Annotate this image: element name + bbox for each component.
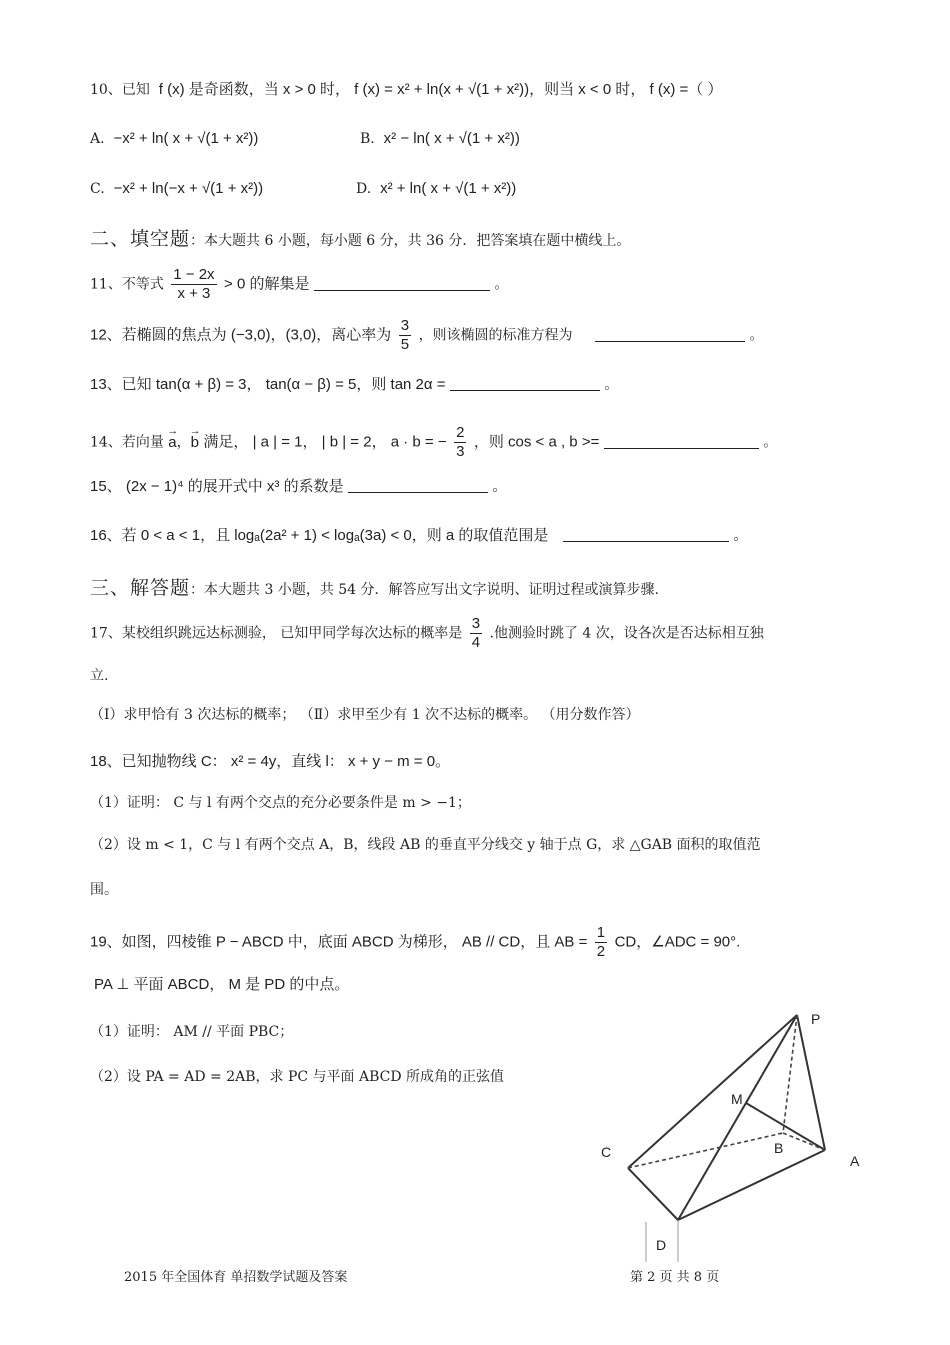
q10-opt-a-label: A. xyxy=(90,131,105,147)
q19-stem2: PA ⊥ 平面 ABCD， M 是 PD 的中点。 xyxy=(94,976,350,993)
edge-pa xyxy=(797,1015,825,1150)
q17-parts: （Ⅰ）求甲恰有 3 次达标的概率； （Ⅱ）求甲至少有 1 次不达标的概率。 （用分数作答） xyxy=(90,707,640,723)
segment-am xyxy=(746,1103,825,1150)
label-c: C xyxy=(601,1144,612,1160)
q12: 12、若椭圆的焦点为 (−3,0)，(3,0)，离心率为 $\frac{3}{5}$ ，则该椭圆的标准方程为 。 xyxy=(90,317,764,353)
label-m: M xyxy=(731,1091,743,1107)
section3-heading: 三、解答题 xyxy=(90,577,191,599)
q13: 13、已知 tan(α + β) = 3， tan(α − β) = 5，则 tan 2α = 。 xyxy=(90,376,619,393)
q10-opt-c-label: C. xyxy=(90,181,105,197)
label-b: B xyxy=(774,1140,784,1156)
q14-fraction: $\frac{2}{3}$ xyxy=(456,424,465,460)
q14: 14、若向量 → a，→ b 满足， | a | = 1， | b | = 2， a · b = − $\frac{2}{3}$ ，则 cos < a , b >= 。 xyxy=(90,424,777,461)
section3-desc: ：本大题共 3 小题，共 54 分．解答应写出文字说明、证明过程或演算步骤. xyxy=(190,582,659,598)
q10-opt-b: x² − ln( x + √(1 + x²)) xyxy=(383,130,520,147)
q18-part1: （1）证明： C 与 l 有两个交点的充分必要条件是 m > −1； xyxy=(90,795,471,811)
edge-ba xyxy=(783,1133,825,1150)
q18-part2: （2）设 m < 1，C 与 l 有两个交点 A，B，线段 AB 的垂直平分线交 y 轴于点 G，求 △GAB 面积的取值范 xyxy=(90,837,761,853)
q10-opt-b-label: B. xyxy=(360,131,375,147)
footer-title: 2015 年全国体育 单招数学试题及答案 xyxy=(124,1270,348,1285)
q10-stem-math: f (x) 是奇函数，当 x > 0 时， f (x) = x² + ln(x + √(1 + x²))，则当 x < 0 时， f (x) =（ ） xyxy=(158,81,723,98)
vector-b: → b xyxy=(191,433,199,453)
q18-stem: 18、已知抛物线 C： x² = 4y，直线 l： x + y − m = 0。 xyxy=(90,753,451,770)
edge-cb xyxy=(628,1133,783,1168)
q12-fraction: $\frac{3}{5}$ xyxy=(400,317,410,353)
edge-pc xyxy=(628,1015,797,1168)
label-a: A xyxy=(850,1153,860,1169)
q10-opt-c: −x² + ln(−x + √(1 + x²)) xyxy=(113,180,264,197)
q19-part2: （2）设 PA = AD = 2AB，求 PC 与平面 ABCD 所成角的正弦值 xyxy=(90,1069,505,1085)
q18-part2-cont: 围。 xyxy=(90,882,118,898)
q16: 16、若 0 < a < 1，且 logₐ(2a² + 1) < logₐ(3a) < 0，则 a 的取值范围是 。 xyxy=(90,527,748,544)
q17-fraction: $\frac{3}{4}$ xyxy=(471,615,481,651)
vector-a: → a xyxy=(168,433,176,453)
q15: 15、 (2x − 1)⁴ 的展开式中 x³ 的系数是 。 xyxy=(90,478,507,495)
q17-stem: 17、某校组织跳远达标测验， 已知甲同学每次达标的概率是 $\frac{3}{4}$ .他测验时跳了 4 次，设各次是否达标相互独 xyxy=(90,615,764,651)
section2-desc: ：本大题共 6 小题，每小题 6 分，共 36 分．把答案填在题中横线上。 xyxy=(190,233,631,249)
label-d: D xyxy=(656,1237,667,1253)
q11-fraction: $\frac{1 - 2x}{x + 3}$ xyxy=(173,266,215,302)
q10-stem: 10、已知 f (x) 是奇函数，当 x > 0 时， f (x) = x² + ln(x + √(1 + x²))，则当 x < 0 时， f (x) =（ ） xyxy=(90,81,723,98)
q19-stem: 19、如图，四棱锥 P − ABCD 中，底面 ABCD 为梯形， AB // CD，且 AB = $\frac{1}{2}$ CD，∠ADC = 90°. xyxy=(90,924,741,960)
q10-opt-d: x² + ln( x + √(1 + x²)) xyxy=(380,180,517,197)
q10-opt-d-label: D. xyxy=(356,181,372,197)
q11: 11、不等式 $\frac{1 - 2x}{x + 3}$ > 0 的解集是 。 xyxy=(90,266,509,302)
q19-part1: （1）证明： AM // 平面 PBC； xyxy=(90,1024,294,1040)
q17-line2: 立. xyxy=(90,668,109,684)
section2-heading: 二、填空题 xyxy=(90,228,191,250)
edge-cd xyxy=(628,1168,678,1220)
q10-opt-a: −x² + ln( x + √(1 + x²)) xyxy=(113,130,259,147)
edge-pd xyxy=(678,1015,797,1220)
edge-da xyxy=(678,1150,825,1220)
q19-fraction: $\frac{1}{2}$ xyxy=(596,924,606,960)
edge-pb xyxy=(783,1015,797,1133)
label-p: P xyxy=(811,1011,821,1027)
footer-page-number: 第 2 页 共 8 页 xyxy=(630,1270,720,1285)
